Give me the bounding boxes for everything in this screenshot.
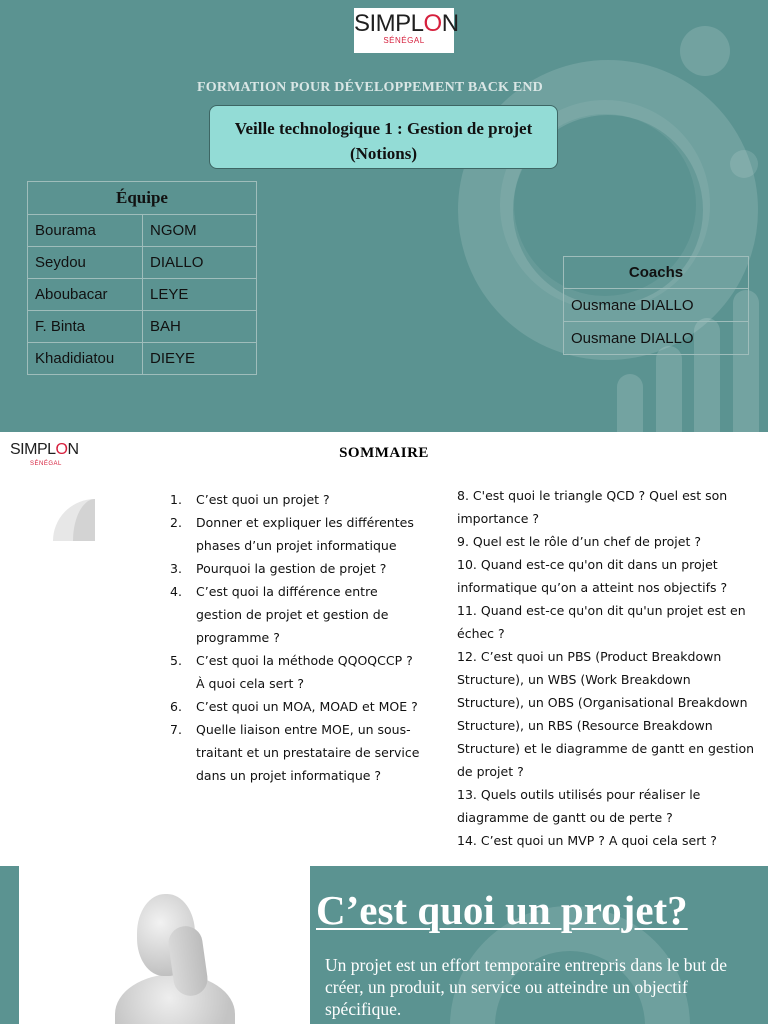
decorative-quarter-ring	[53, 499, 137, 583]
list-item: 9. Quel est le rôle d’un chef de projet ?	[457, 534, 701, 549]
team-table	[27, 181, 257, 375]
list-item: 12. C’est quoi un PBS (Product Breakdown Structure), un WBS (Work Breakdown Structure), un OBS (Organisational Breakdown Structure), un RBS (Resource Breakdown Structure) et le diagramme de gantt en gestion de projet ?	[457, 649, 755, 779]
list-item: 11. Quand est-ce qu'on dit qu'un projet est en échec ?	[457, 603, 746, 641]
table-row	[28, 311, 257, 343]
definition-title: C’est quoi un projet?	[316, 887, 688, 933]
sommaire-title: SOMMAIRE	[339, 445, 429, 461]
coachs-header: Coachs	[564, 257, 749, 289]
simplon-logo: SIMPLON SÉNÉGAL	[354, 8, 454, 53]
list-item: 4. C’est quoi la différence entre gestion de projet et gestion de programme ?	[170, 584, 389, 645]
first-name: Bourama	[28, 215, 143, 247]
table-row	[564, 322, 749, 355]
list-item: 2. Donner et expliquer les différentes phases d’un projet informatique	[170, 515, 414, 553]
table-row	[28, 215, 257, 247]
decorative-bar	[656, 346, 682, 432]
coach-name: Ousmane DIALLO	[564, 322, 749, 355]
definition-text: Un projet est un effort temporaire entrepris dans le but de créer, un produit, un service ou atteindre un objectif spécifique.	[325, 955, 728, 1019]
list-item: 6. C’est quoi un MOA, MOAD et MOE ?	[170, 699, 418, 714]
last-name: NGOM	[143, 215, 257, 247]
table-row	[28, 247, 257, 279]
formation-subtitle: FORMATION POUR DÉVELOPPEMENT BACK END	[196, 80, 543, 95]
simplon-logo: SIMPLON SÉNÉGAL	[10, 441, 79, 467]
list-item: 13. Quels outils utilisés pour réaliser le diagramme de gantt ou de perte ?	[457, 787, 701, 825]
cover-slide	[0, 0, 768, 432]
last-name: DIEYE	[143, 343, 257, 375]
list-item: 8. C'est quoi le triangle QCD ? Quel est son importance ?	[457, 488, 728, 526]
list-item: 10. Quand est-ce qu'on dit dans un projet informatique qu’on a atteint nos objectifs ?	[457, 557, 728, 595]
sommaire-list-right	[457, 484, 757, 852]
list-item: 7. Quelle liaison entre MOE, un sous-traitant et un prestataire de service dans un projet informatique ?	[170, 722, 420, 783]
first-name: Khadidiatou	[28, 343, 143, 375]
first-name: Seydou	[28, 247, 143, 279]
table-row	[28, 343, 257, 375]
last-name: LEYE	[143, 279, 257, 311]
first-name: Aboubacar	[28, 279, 143, 311]
last-name: BAH	[143, 311, 257, 343]
list-item: 3. Pourquoi la gestion de projet ?	[170, 561, 387, 576]
slide-title-notions: (Notions)	[349, 144, 418, 163]
list-item: 14. C’est quoi un MVP ? A quoi cela sert ?	[457, 833, 717, 848]
table-row	[564, 289, 749, 322]
slide-title-box	[209, 105, 558, 169]
team-header: Équipe	[28, 182, 257, 215]
coachs-table	[563, 256, 749, 355]
coach-name: Ousmane DIALLO	[564, 289, 749, 322]
decorative-circle	[680, 26, 730, 76]
decorative-bar	[617, 374, 643, 432]
last-name: DIALLO	[143, 247, 257, 279]
slide-title: Veille technologique 1 : Gestion de projet	[234, 119, 533, 138]
sommaire-list-left	[170, 488, 420, 787]
list-item: 5. C’est quoi la méthode QQOQCCP ? À quoi cela sert ?	[170, 653, 413, 691]
first-name: F. Binta	[28, 311, 143, 343]
definition-slide	[0, 866, 768, 1024]
table-row	[28, 279, 257, 311]
sommaire-slide	[0, 432, 768, 864]
thinking-figure-image	[19, 866, 310, 1024]
decorative-circle-small	[730, 150, 758, 178]
list-item: 1. C’est quoi un projet ?	[170, 492, 330, 507]
